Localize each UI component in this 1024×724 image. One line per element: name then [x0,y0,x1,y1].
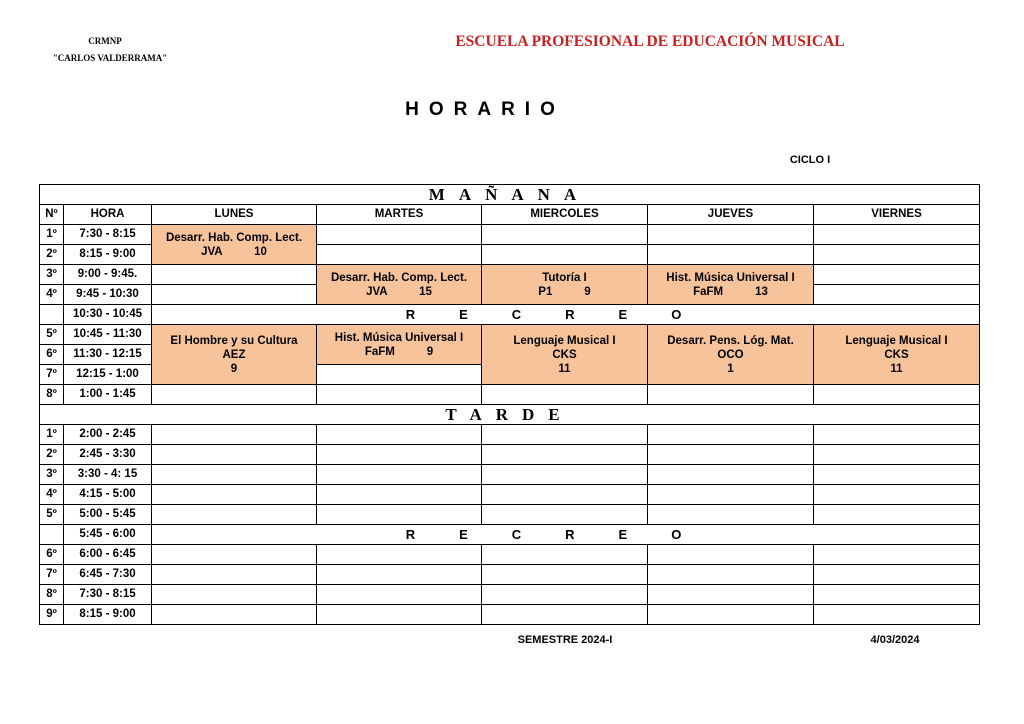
course-name: Hist. Música Universal I [334,331,464,344]
schedule-cell [482,425,648,445]
schedule-cell [814,225,980,245]
date-label: 4/03/2024 [870,634,920,646]
course-name: Desarr. Hab. Comp. Lect. [330,271,468,284]
schedule-cell [482,445,648,465]
schedule-cell [814,465,980,485]
schedule-cell [648,445,814,465]
table-header-row [40,205,980,225]
period-number: 7º [40,365,64,385]
period-number: 2º [40,445,64,465]
schedule-cell [814,505,980,525]
schedule-cell [482,505,648,525]
semester-label: SEMESTRE 2024-I [517,634,613,646]
period-time: 1:00 - 1:45 [64,385,152,405]
period-number: 1º [40,425,64,445]
schedule-cell [152,285,317,305]
column-header: MIERCOLES [482,205,648,225]
course-teacher: CKS [884,348,909,361]
period-number: 5º [40,505,64,525]
table-row [40,465,980,485]
table-row [40,485,980,505]
schedule-cell [648,505,814,525]
course-name: Hist. Música Universal I [666,271,795,284]
schedule-cell [648,605,814,625]
schedule-cell [648,585,814,605]
period-time: 2:00 - 2:45 [64,425,152,445]
morning-label: MAÑANA [40,185,980,205]
schedule-cell [648,425,814,445]
course-cell [648,325,814,385]
table-row [40,585,980,605]
period-number: 8º [40,585,64,605]
schedule-cell [152,505,317,525]
schedule-cell [482,485,648,505]
schedule-cell [814,385,980,405]
schedule-cell [152,545,317,565]
schedule-cell [648,465,814,485]
schedule-cell [482,545,648,565]
period-time: 12:15 - 1:00 [64,365,152,385]
column-header: Nº [40,205,64,225]
period-time: 10:30 - 10:45 [64,305,152,325]
schedule-cell [814,585,980,605]
schedule-cell [648,245,814,265]
table-row [40,565,980,585]
schedule-cell [317,505,482,525]
course-cell [814,325,980,385]
column-header: JUEVES [648,205,814,225]
afternoon-label: TARDE [40,405,980,425]
period-number: 1º [40,225,64,245]
period-number: 9º [40,605,64,625]
period-number: 7º [40,565,64,585]
schedule-cell [648,545,814,565]
morning-section-row [40,185,980,205]
course-detail: FaFM 9 [364,345,434,358]
schedule-cell [482,585,648,605]
course-detail: P1 9 [538,285,591,298]
schedule-cell [814,545,980,565]
schedule-cell [317,545,482,565]
course-cell [482,325,648,385]
period-time: 5:00 - 5:45 [64,505,152,525]
period-time: 6:45 - 7:30 [64,565,152,585]
course-detail: JVA 15 [366,285,432,298]
course-cell [648,265,814,305]
schedule-cell [814,265,980,285]
schedule-cell [152,385,317,405]
course-name: Lenguaje Musical I [513,334,616,347]
break-row [40,305,980,325]
table-row [40,425,980,445]
schedule-cell [482,225,648,245]
period-time: 11:30 - 12:15 [64,345,152,365]
period-time: 6:00 - 6:45 [64,545,152,565]
period-number: 6º [40,545,64,565]
period-number: 2º [40,245,64,265]
schedule-cell [648,225,814,245]
schedule-cell [152,585,317,605]
schedule-cell [648,485,814,505]
schedule-cell [152,425,317,445]
period-number: 3º [40,465,64,485]
period-time: 4:15 - 5:00 [64,485,152,505]
schedule-cell [482,385,648,405]
period-time: 2:45 - 3:30 [64,445,152,465]
school-title: ESCUELA PROFESIONAL DE EDUCACIÓN MUSICAL [455,33,845,50]
column-header: HORA [64,205,152,225]
period-time: 7:30 - 8:15 [64,585,152,605]
schedule-table [39,184,980,625]
period-number: 8º [40,385,64,405]
page-title: HORARIO [405,99,565,120]
period-time: 8:15 - 9:00 [64,245,152,265]
course-name: El Hombre y su Cultura [170,334,298,347]
table-row [40,545,980,565]
afternoon-section-row [40,405,980,425]
schedule-cell [814,445,980,465]
org-acronym: CRMNP [88,36,122,46]
schedule-cell [317,425,482,445]
course-room: 9 [230,362,238,375]
schedule-cell [317,485,482,505]
table-row [40,605,980,625]
table-row [40,225,980,245]
schedule-cell [317,245,482,265]
course-name: Lenguaje Musical I [845,334,948,347]
schedule-cell [814,245,980,265]
schedule-cell [814,485,980,505]
table-row [40,325,980,345]
schedule-cell [152,445,317,465]
schedule-cell [152,485,317,505]
schedule-cell [814,425,980,445]
schedule-cell [152,265,317,285]
course-name: Tutoría I [542,271,587,284]
schedule-cell [317,565,482,585]
schedule-cell [152,605,317,625]
schedule-cell [648,565,814,585]
course-teacher: CKS [552,348,577,361]
period-time: 9:00 - 9:45. [64,265,152,285]
schedule-cell [814,565,980,585]
schedule-cell [152,465,317,485]
course-cell [317,325,482,365]
column-header: MARTES [317,205,482,225]
course-cell [317,265,482,305]
schedule-cell [152,565,317,585]
table-row [40,505,980,525]
course-teacher: OCO [717,348,744,361]
column-header: LUNES [152,205,317,225]
schedule-cell [317,225,482,245]
course-room: 11 [890,362,903,375]
period-number: 4º [40,485,64,505]
course-cell [482,265,648,305]
course-detail: JVA 10 [201,245,267,258]
period-number: 4º [40,285,64,305]
table-row [40,445,980,465]
course-name: Desarr. Pens. Lóg. Mat. [667,334,794,347]
course-detail: FaFM 13 [693,285,768,298]
course-cell [152,225,317,265]
period-time: 10:45 - 11:30 [64,325,152,345]
schedule-cell [317,585,482,605]
schedule-cell [482,465,648,485]
period-number [40,305,64,325]
schedule-cell [317,385,482,405]
period-time: 9:45 - 10:30 [64,285,152,305]
period-number [40,525,64,545]
schedule-cell [482,605,648,625]
period-time: 3:30 - 4: 15 [64,465,152,485]
table-row [40,385,980,405]
cycle-label: CICLO I [789,154,831,166]
schedule-cell [317,445,482,465]
schedule-cell [482,245,648,265]
org-name: "CARLOS VALDERRAMA" [52,53,168,63]
period-time: 5:45 - 6:00 [64,525,152,545]
period-number: 6º [40,345,64,365]
period-number: 3º [40,265,64,285]
schedule-cell [317,465,482,485]
schedule-cell [317,605,482,625]
period-time: 7:30 - 8:15 [64,225,152,245]
period-number: 5º [40,325,64,345]
course-cell [152,325,317,385]
course-room: 1 [727,362,734,375]
course-teacher: AEZ [222,348,246,361]
course-name: Desarr. Hab. Comp. Lect. [165,231,303,244]
course-room: 11 [558,362,571,375]
column-header: VIERNES [814,205,980,225]
schedule-cell [482,565,648,585]
period-time: 8:15 - 9:00 [64,605,152,625]
table-row [40,265,980,285]
break-label: RECREO [152,525,980,545]
break-row [40,525,980,545]
schedule-cell [317,365,482,385]
break-label: RECREO [152,305,980,325]
schedule-cell [648,385,814,405]
schedule-cell [814,285,980,305]
schedule-cell [814,605,980,625]
